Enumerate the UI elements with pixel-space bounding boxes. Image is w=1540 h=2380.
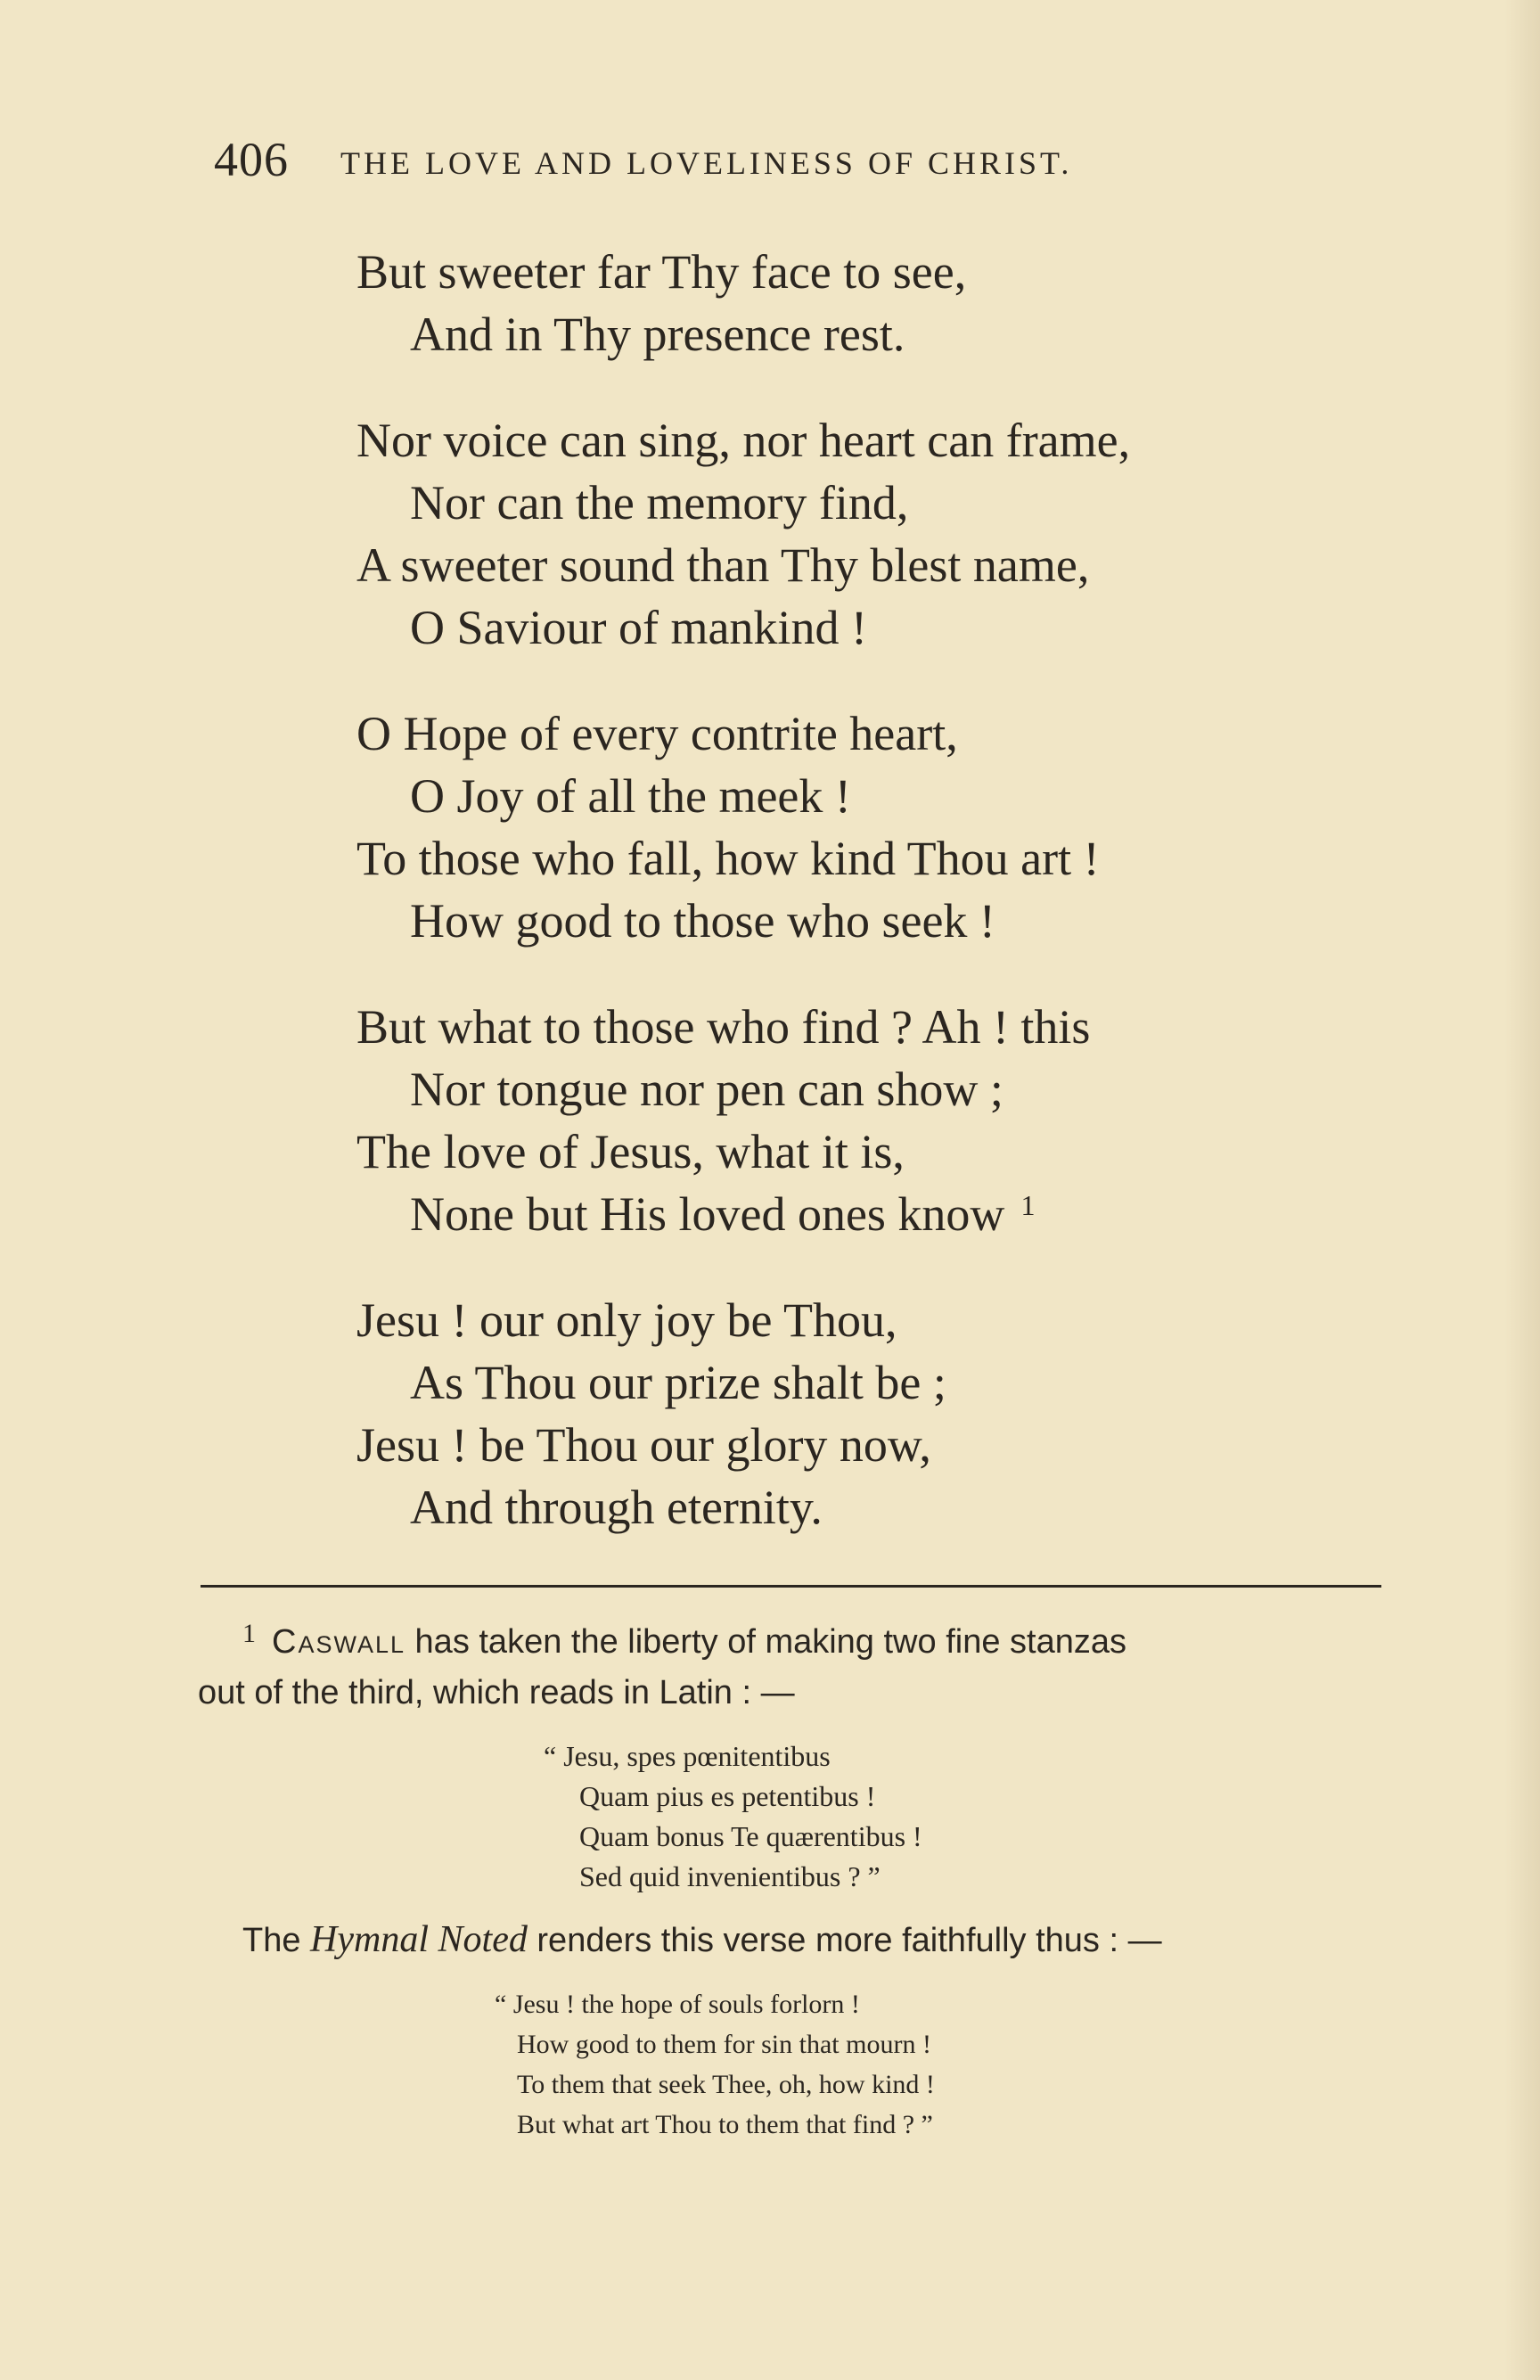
poem-line: A sweeter sound than Thy blest name, [356, 538, 1090, 592]
poem-line: Jesu ! our only joy be Thou, [356, 1293, 897, 1347]
footnote-mark: 1 [242, 1619, 256, 1648]
latin-quotation [544, 1736, 922, 1897]
stanza-1 [356, 241, 1426, 365]
poem-line: Nor can the memory find, [410, 476, 909, 529]
stanza-2 [356, 409, 1426, 659]
poem-line-text: None but His loved ones know [410, 1187, 1005, 1241]
english-line: How good to them for sin that mourn ! [517, 2030, 931, 2059]
poem-line: And in Thy presence rest. [410, 308, 905, 361]
stanza-4 [356, 996, 1426, 1245]
latin-line: Quam bonus Te quærentibus ! [579, 1820, 922, 1852]
poem-line: The love of Jesus, what it is, [356, 1125, 905, 1178]
poem-line: But what to those who find ? Ah ! this [356, 1000, 1091, 1054]
stanza-5 [356, 1289, 1426, 1539]
hymnal-title: Hymnal Noted [310, 1919, 528, 1960]
english-line: But what art Thou to them that find ? ” [517, 2110, 933, 2139]
latin-line: “ Jesu, spes pœnitentibus [544, 1740, 831, 1772]
stanza-3 [356, 702, 1426, 952]
poem-line: To those who fall, how kind Thou art ! [356, 832, 1100, 885]
latin-line: Sed quid invenientibus ? ” [579, 1860, 881, 1892]
poem-line: As Thou our prize shalt be ; [410, 1356, 946, 1409]
footnote-author: Caswall [272, 1623, 405, 1661]
english-line: To them that seek Thee, oh, how kind ! [517, 2070, 935, 2099]
english-quotation [495, 1984, 935, 2145]
poem-line: Nor voice can sing, nor heart can frame, [356, 414, 1131, 467]
running-title: THE LOVE AND LOVELINESS OF CHRIST. [340, 145, 1073, 181]
poem-line: Jesu ! be Thou our glory now, [356, 1418, 931, 1472]
poem-line: O Joy of all the meek ! [410, 769, 851, 823]
poem-line-with-note [356, 1183, 1426, 1245]
hymnal-after: renders this verse more faithfully thus : — [537, 1922, 1162, 1959]
footnote-line: out of the third, which reads in Latin : — [198, 1674, 795, 1711]
poem-line: But sweeter far Thy face to see, [356, 245, 967, 299]
poem-line: And through eternity. [410, 1481, 823, 1534]
page-header [214, 132, 1372, 185]
page-number: 406 [214, 133, 289, 186]
footnote-line [198, 1618, 1392, 1669]
poem-line: O Hope of every contrite heart, [356, 707, 958, 760]
page-edge-shadow [1504, 0, 1540, 2380]
hymnal-before: The [242, 1922, 301, 1959]
hymnal-sentence [242, 1918, 1162, 1961]
footnote-divider [201, 1585, 1381, 1588]
poem-line: O Saviour of mankind ! [410, 601, 867, 654]
poem-line: Nor tongue nor pen can show ; [410, 1063, 1003, 1116]
english-line: “ Jesu ! the hope of souls forlorn ! [495, 1990, 860, 2019]
footnote [198, 1618, 1392, 1717]
latin-line: Quam pius es petentibus ! [579, 1780, 876, 1812]
footnote-text: has taken the liberty of making two fine stanzas [414, 1623, 1126, 1661]
poem [356, 241, 1426, 1582]
poem-line: How good to those who seek ! [410, 894, 995, 948]
footnote-reference[interactable]: 1 [1020, 1189, 1036, 1221]
